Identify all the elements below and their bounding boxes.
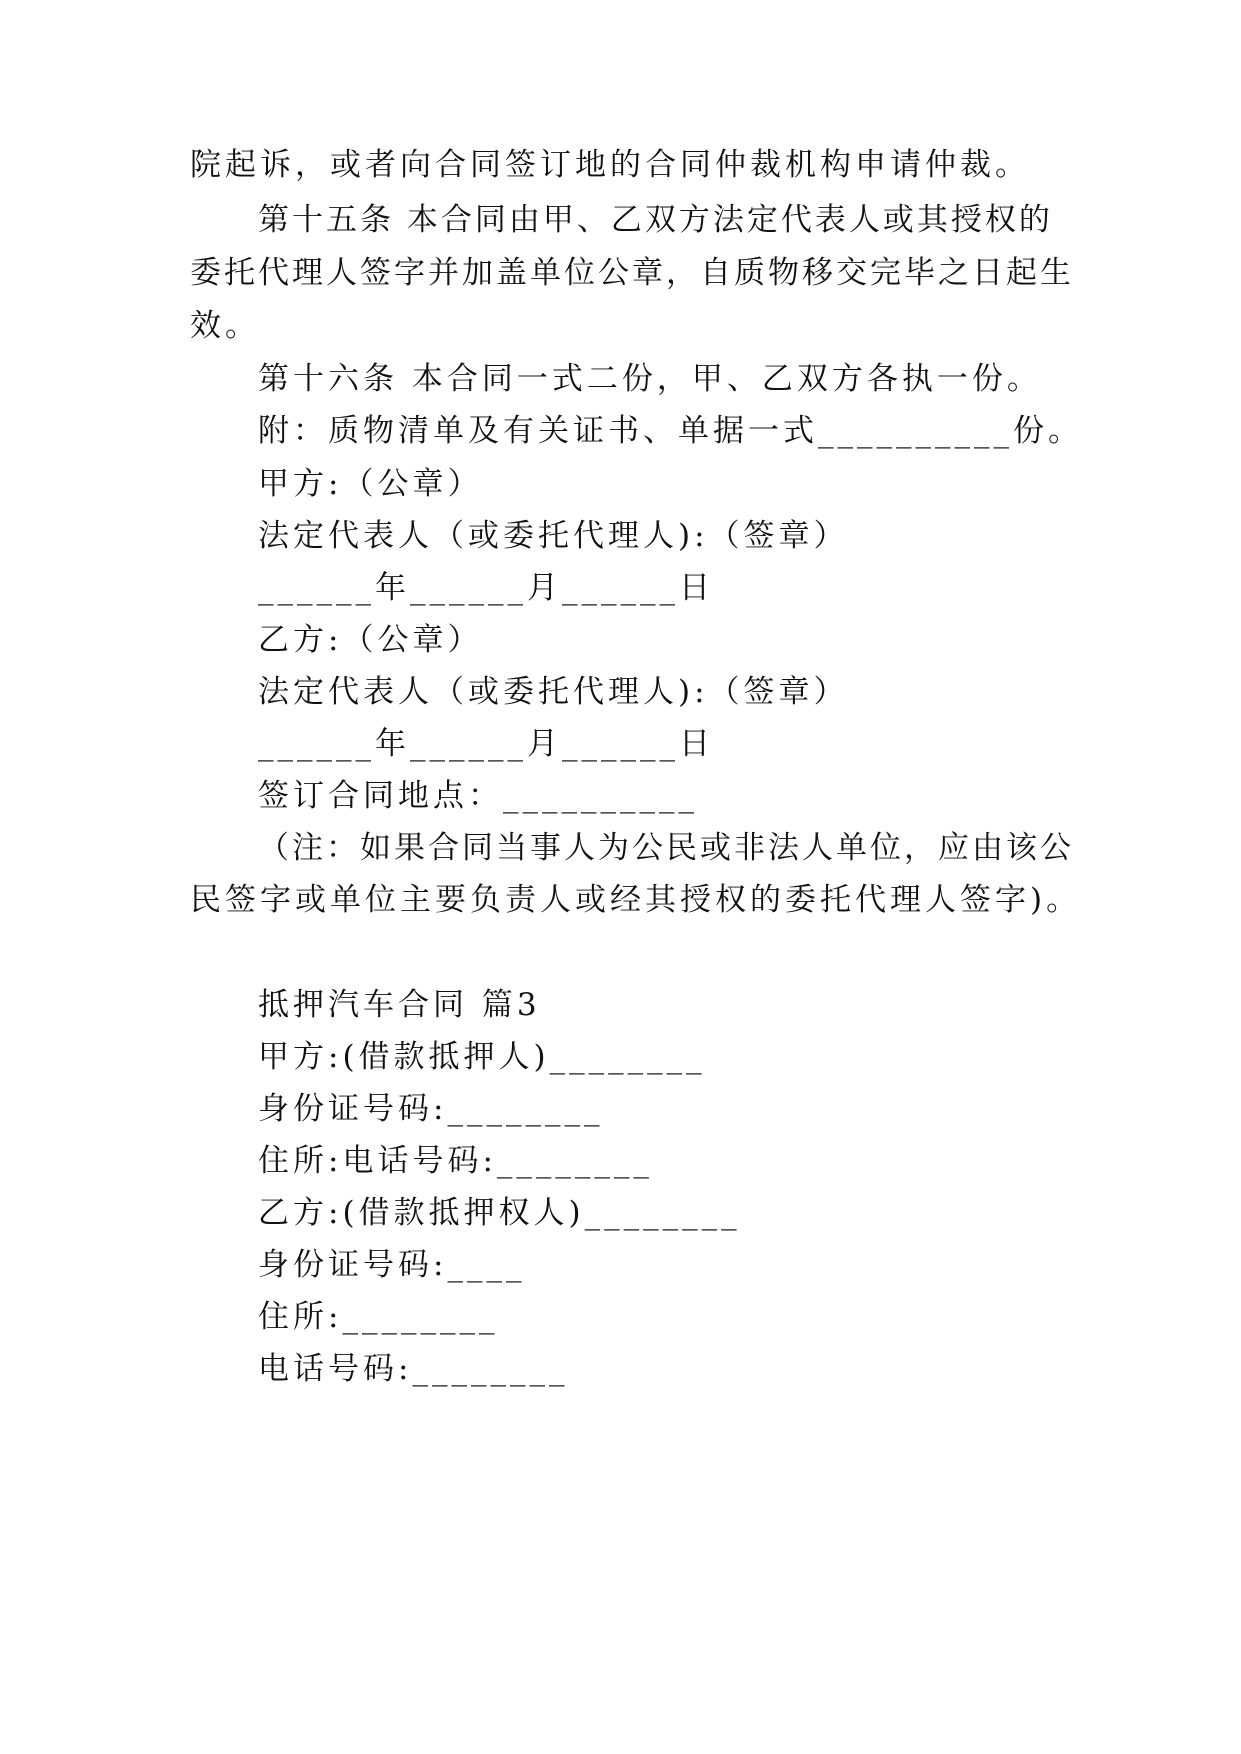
address-phone-field: 住所:电话号码:________ xyxy=(258,1143,653,1179)
paragraph-line: 院起诉，或者向合同签订地的合同仲裁机构申请仲裁。 xyxy=(190,147,1030,183)
party-a-seal: 甲方:（公章） xyxy=(258,466,483,502)
article-16-line: 第十六条 本合同一式二份，甲、乙双方各执一份。 xyxy=(258,361,1042,397)
party-b-representative: 法定代表人（或委托代理人):（签章） xyxy=(258,674,849,710)
article-15-line: 第十五条 本合同由甲、乙双方法定代表人或其授权的 xyxy=(258,202,1053,238)
id-number-field: 身份证号码:____ xyxy=(258,1247,526,1283)
party-b-date: ______年______月______日 xyxy=(258,726,714,762)
party-b-seal: 乙方:（公章） xyxy=(258,622,483,658)
id-number-field: 身份证号码:________ xyxy=(258,1091,604,1127)
phone-field: 电话号码:________ xyxy=(258,1351,569,1387)
section-heading: 抵押汽车合同 篇3 xyxy=(258,987,541,1023)
signing-location: 签订合同地点：__________ xyxy=(258,778,698,814)
party-a-date: ______年______月______日 xyxy=(258,570,714,606)
party-b-field: 乙方:(借款抵押权人)________ xyxy=(258,1195,741,1231)
party-a-field: 甲方:(借款抵押人)________ xyxy=(258,1039,706,1075)
note-line: （注：如果合同当事人为公民或非法人单位，应由该公 xyxy=(258,830,1074,866)
attachment-line: 附：质物清单及有关证书、单据一式__________份。 xyxy=(258,413,1083,449)
article-15-line: 效。 xyxy=(190,308,260,344)
address-field: 住所:________ xyxy=(258,1299,499,1335)
party-a-representative: 法定代表人（或委托代理人):（签章） xyxy=(258,518,849,554)
article-15-line: 委托代理人签字并加盖单位公章，自质物移交完毕之日起生 xyxy=(190,255,1074,291)
note-line: 民签字或单位主要负责人或经其授权的委托代理人签字)。 xyxy=(190,882,1082,918)
